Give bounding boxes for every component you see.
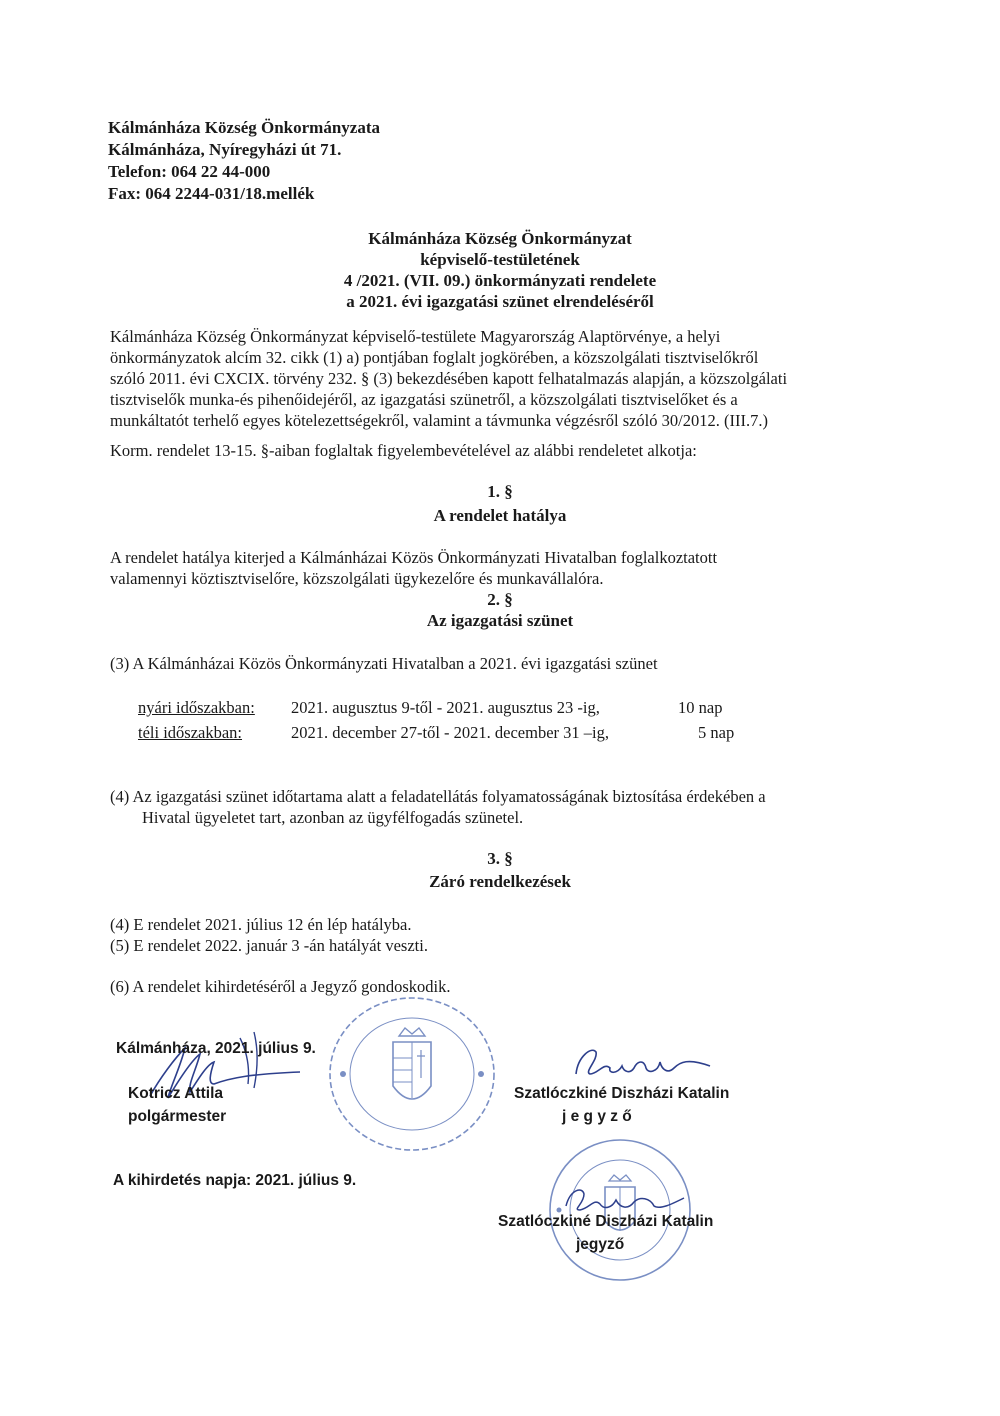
org-name: Kálmánháza Község Önkormányzata (108, 118, 380, 137)
section-3-para-6: (6) A rendelet kihirdetéséről a Jegyző gondoskodik. (110, 977, 451, 996)
mayor-name: Kotricz Attila (128, 1085, 224, 1102)
section-3-para-4: (4) E rendelet 2021. július 12 én lép hatályba. (110, 915, 412, 934)
notary-name: Szatlóczkiné Diszházi Katalin (514, 1085, 730, 1102)
title-line-3: 4 /2021. (VII. 09.) önkormányzati rendelete (343, 271, 657, 290)
preamble-line-6: Korm. rendelet 13-15. §-aiban foglaltak figyelembevételével az alábbi rendeletet alkotja: (110, 441, 697, 460)
announcement-date: A kihirdetés napja: 2021. július 9. (113, 1172, 357, 1189)
municipal-seal-stamp (325, 994, 500, 1159)
section-2-para-3: (3) A Kálmánházai Közös Önkormányzati Hivatalban a 2021. évi igazgatási szünet (110, 654, 658, 673)
section-3-title: Záró rendelkezések (429, 872, 571, 891)
section-1-number: 1. § (487, 482, 513, 501)
winter-period-dates: 2021. december 27-től - 2021. december 31 –ig, (291, 723, 609, 742)
org-fax: Fax: 064 2244-031/18.mellék (108, 184, 315, 203)
section-3-para-5: (5) E rendelet 2022. január 3 -án hatályát veszti. (110, 936, 428, 955)
mayor-title: polgármester (128, 1108, 227, 1125)
title-line-2: képviselő-testületének (420, 250, 580, 269)
preamble-line-2: önkormányzatok alcím 32. cikk (1) a) pontjában foglalt jogkörében, a közszolgálati tisztviselőkről (110, 348, 759, 367)
summer-period-label: nyári időszakban: (138, 698, 255, 717)
summer-period-dates: 2021. augusztus 9-től - 2021. augusztus 23 -ig, (291, 698, 600, 717)
org-address: Kálmánháza, Nyíregyházi út 71. (108, 140, 342, 159)
winter-period-label: téli időszakban: (138, 723, 243, 742)
notary-signature (568, 1038, 718, 1088)
section-3-number: 3. § (487, 849, 513, 868)
section-2-para-4-line-1: (4) Az igazgatási szünet időtartama alatt a feladatellátás folyamatosságának biztosítása érdekében a (110, 787, 766, 806)
org-phone: Telefon: 064 22 44-000 (108, 162, 271, 181)
section-1-title: A rendelet hatálya (433, 506, 567, 525)
preamble-line-5: munkáltatót terhelő egyes kötelezettségekről, valamint a távmunka végzésről szóló 30/2012. (III.7.) (110, 411, 768, 430)
summer-period-days: 10 nap (678, 698, 723, 717)
notary-title: j e g y z ő (562, 1108, 632, 1125)
section-2-para-4-line-2: Hivatal ügyeletet tart, azonban az ügyfélfogadás szünetel. (142, 808, 524, 827)
title-line-4: a 2021. évi igazgatási szünet elrendeléséről (346, 292, 654, 311)
preamble-line-1: Kálmánháza Község Önkormányzat képviselő-testülete Magyarország Alaptörvénye, a helyi (110, 327, 721, 346)
winter-period-days: 5 nap (698, 723, 735, 742)
notary-title-2: jegyző (576, 1236, 625, 1253)
title-line-1: Kálmánháza Község Önkormányzat (368, 229, 632, 248)
section-2-number: 2. § (487, 590, 513, 609)
section-2-title: Az igazgatási szünet (426, 611, 574, 630)
preamble-line-3: szóló 2011. évi CXCIX. törvény 232. § (3) bekezdésében kapott felhatalmazás alapján, a közszolgálati (110, 369, 788, 388)
place-and-date: Kálmánháza, 2021. július 9. (116, 1040, 316, 1057)
section-1-line-1: A rendelet hatálya kiterjed a Kálmánházai Közös Önkormányzati Hivatalban foglalkoztatott (110, 548, 718, 567)
notary-name-2: Szatlóczkiné Diszházi Katalin (498, 1213, 714, 1230)
section-1-line-2: valamennyi köztisztviselőre, közszolgálati ügykezelőre és munkavállalóra. (110, 569, 604, 588)
preamble-line-4: tisztviselők munka-és pihenőidejéről, az igazgatási szünetről, a közszolgálati tisztviselőket és a (110, 390, 738, 409)
